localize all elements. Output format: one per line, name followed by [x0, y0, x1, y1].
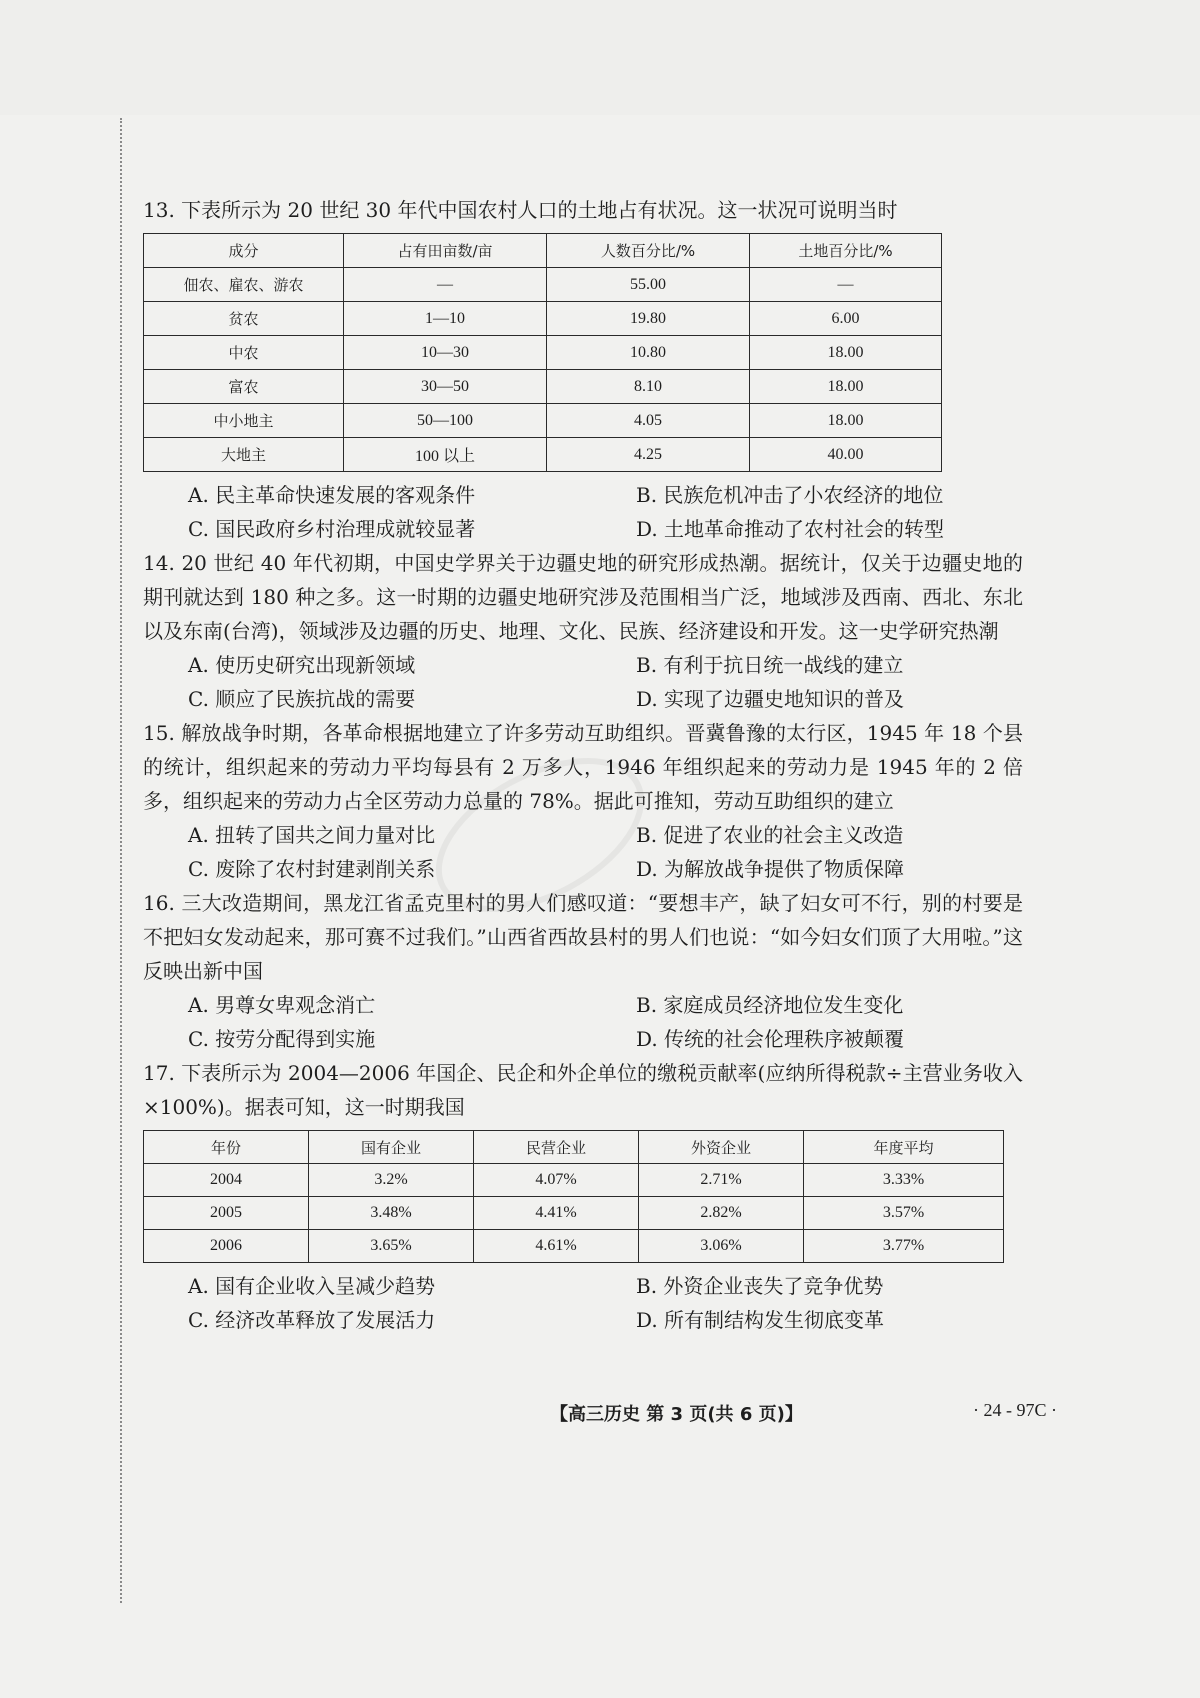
table-row: [144, 438, 942, 472]
option-d: D. 土地革命推动了农村社会的转型: [636, 517, 945, 541]
table-row: [144, 1164, 1004, 1197]
table-row: [144, 370, 942, 404]
option-d: D. 为解放战争提供了物质保障: [636, 857, 905, 881]
option-d: D. 实现了边疆史地知识的普及: [636, 687, 905, 711]
table-cell: 4.25: [547, 438, 750, 472]
table-cell: 中小地主: [144, 404, 344, 438]
option-b: B. 家庭成员经济地位发生变化: [636, 993, 904, 1017]
table-header-cell: 外资企业: [639, 1131, 804, 1164]
table-cell: 3.06%: [639, 1230, 804, 1263]
table-row: [144, 336, 942, 370]
table-row: [144, 404, 942, 438]
option-c: C. 国民政府乡村治理成就较显著: [188, 517, 476, 541]
table-cell: 4.61%: [474, 1230, 639, 1263]
question-17-options: [143, 1269, 1023, 1337]
option-a: A. 民主革命快速发展的客观条件: [188, 483, 476, 507]
option-a: A. 扭转了国共之间力量对比: [188, 823, 436, 847]
table-cell: 3.77%: [804, 1230, 1004, 1263]
table-cell: 贫农: [144, 302, 344, 336]
question-14-stem: 14. 20 世纪 40 年代初期，中国史学界关于边疆史地的研究形成热潮。据统计，仅关于边疆史地的期刊就达到 180 种之多。这一时期的边疆史地研究涉及范围相当广泛，地域涉及西南、西北、东北以及东南(台湾)，领域涉及边疆的历史、地理、文化、民族、经济建设和开发。这一史学研究热潮: [143, 551, 1023, 643]
option-c: C. 按劳分配得到实施: [188, 1027, 376, 1051]
option-c: C. 顺应了民族抗战的需要: [188, 687, 416, 711]
table-cell: 2006: [144, 1230, 309, 1263]
question-13-options: [143, 478, 1023, 546]
question-15: [143, 716, 1023, 886]
table-cell: 55.00: [547, 268, 750, 302]
table-cell: 10.80: [547, 336, 750, 370]
option-c: C. 经济改革释放了发展活力: [188, 1308, 436, 1332]
table-cell: 佃农、雇农、游农: [144, 268, 344, 302]
option-a: A. 使历史研究出现新领域: [188, 653, 416, 677]
table-cell: 4.07%: [474, 1164, 639, 1197]
table-header-cell: 土地百分比/%: [750, 234, 942, 268]
question-14: [143, 546, 1023, 716]
option-d: D. 所有制结构发生彻底变革: [636, 1308, 885, 1332]
table-header-cell: 民营企业: [474, 1131, 639, 1164]
exam-page-content: [143, 193, 1023, 1337]
table-header-row: [144, 1131, 1004, 1164]
tax-contribution-table: [143, 1130, 1004, 1263]
exam-code: · 24 - 97C ·: [973, 1400, 1057, 1420]
option-b: B. 有利于抗日统一战线的建立: [636, 653, 904, 677]
question-14-options: [143, 648, 1023, 716]
table-header-cell: 年度平均: [804, 1131, 1004, 1164]
land-ownership-table: [143, 233, 942, 472]
table-header-cell: 占有田亩数/亩: [344, 234, 547, 268]
option-b: B. 民族危机冲击了小农经济的地位: [636, 483, 944, 507]
table-cell: 3.2%: [309, 1164, 474, 1197]
table-cell: 2005: [144, 1197, 309, 1230]
table-cell: 18.00: [750, 370, 942, 404]
table-cell: 30—50: [344, 370, 547, 404]
question-16-stem: 16. 三大改造期间，黑龙江省孟克里村的男人们感叹道：“要想丰产，缺了妇女可不行，别的村要是不把妇女发动起来，那可赛不过我们。”山西省西故县村的男人们也说：“如今妇女们顶了大用啦。”这反映出新中国: [143, 891, 1023, 983]
table-cell: 中农: [144, 336, 344, 370]
table-header-row: [144, 234, 942, 268]
binding-margin-line: [120, 118, 122, 1603]
table-cell: 3.48%: [309, 1197, 474, 1230]
table-cell: 富农: [144, 370, 344, 404]
table-cell: 10—30: [344, 336, 547, 370]
option-a: A. 国有企业收入呈减少趋势: [188, 1274, 436, 1298]
table-row: [144, 302, 942, 336]
table-cell: 3.57%: [804, 1197, 1004, 1230]
table-cell: —: [344, 268, 547, 302]
table-cell: —: [750, 268, 942, 302]
question-17-stem: 17. 下表所示为 2004—2006 年国企、民企和外企单位的缴税贡献率(应纳所得税款÷主营业务收入×100%)。据表可知，这一时期我国: [143, 1061, 1023, 1119]
table-header-cell: 成分: [144, 234, 344, 268]
table-cell: 18.00: [750, 404, 942, 438]
option-b: B. 外资企业丧失了竞争优势: [636, 1274, 884, 1298]
scan-background-top: [0, 0, 1200, 115]
table-cell: 18.00: [750, 336, 942, 370]
table-cell: 1—10: [344, 302, 547, 336]
table-cell: 2.71%: [639, 1164, 804, 1197]
table-row: [144, 268, 942, 302]
table-cell: 4.05: [547, 404, 750, 438]
table-cell: 50—100: [344, 404, 547, 438]
table-cell: 3.65%: [309, 1230, 474, 1263]
question-15-options: [143, 818, 1023, 886]
table-header-cell: 国有企业: [309, 1131, 474, 1164]
table-cell: 大地主: [144, 438, 344, 472]
table-cell: 100 以上: [344, 438, 547, 472]
option-a: A. 男尊女卑观念消亡: [188, 993, 376, 1017]
table-row: [144, 1230, 1004, 1263]
table-cell: 19.80: [547, 302, 750, 336]
page-footer-label: 【高三历史 第 3 页(共 6 页)】: [550, 1404, 803, 1425]
question-16-options: [143, 988, 1023, 1056]
question-16: [143, 886, 1023, 1056]
question-13: [143, 193, 1023, 546]
table-cell: 4.41%: [474, 1197, 639, 1230]
question-13-stem: 13. 下表所示为 20 世纪 30 年代中国农村人口的土地占有状况。这一状况可说明当时: [143, 198, 898, 222]
table-cell: 6.00: [750, 302, 942, 336]
table-cell: 2004: [144, 1164, 309, 1197]
question-17: [143, 1056, 1023, 1337]
table-cell: 3.33%: [804, 1164, 1004, 1197]
table-header-cell: 年份: [144, 1131, 309, 1164]
table-cell: 40.00: [750, 438, 942, 472]
table-cell: 2.82%: [639, 1197, 804, 1230]
table-header-cell: 人数百分比/%: [547, 234, 750, 268]
table-cell: 8.10: [547, 370, 750, 404]
table-row: [144, 1197, 1004, 1230]
option-d: D. 传统的社会伦理秩序被颠覆: [636, 1027, 905, 1051]
question-15-stem: 15. 解放战争时期，各革命根据地建立了许多劳动互助组织。晋冀鲁豫的太行区，1945 年 18 个县的统计，组织起来的劳动力平均每县有 2 万多人，1946 年组织起来的劳动力是 1945 年的 2 倍多，组织起来的劳动力占全区劳动力总量的 78%。据此可推知，劳动互助组织的建立: [143, 721, 1023, 813]
option-b: B. 促进了农业的社会主义改造: [636, 823, 904, 847]
option-c: C. 废除了农村封建剥削关系: [188, 857, 436, 881]
